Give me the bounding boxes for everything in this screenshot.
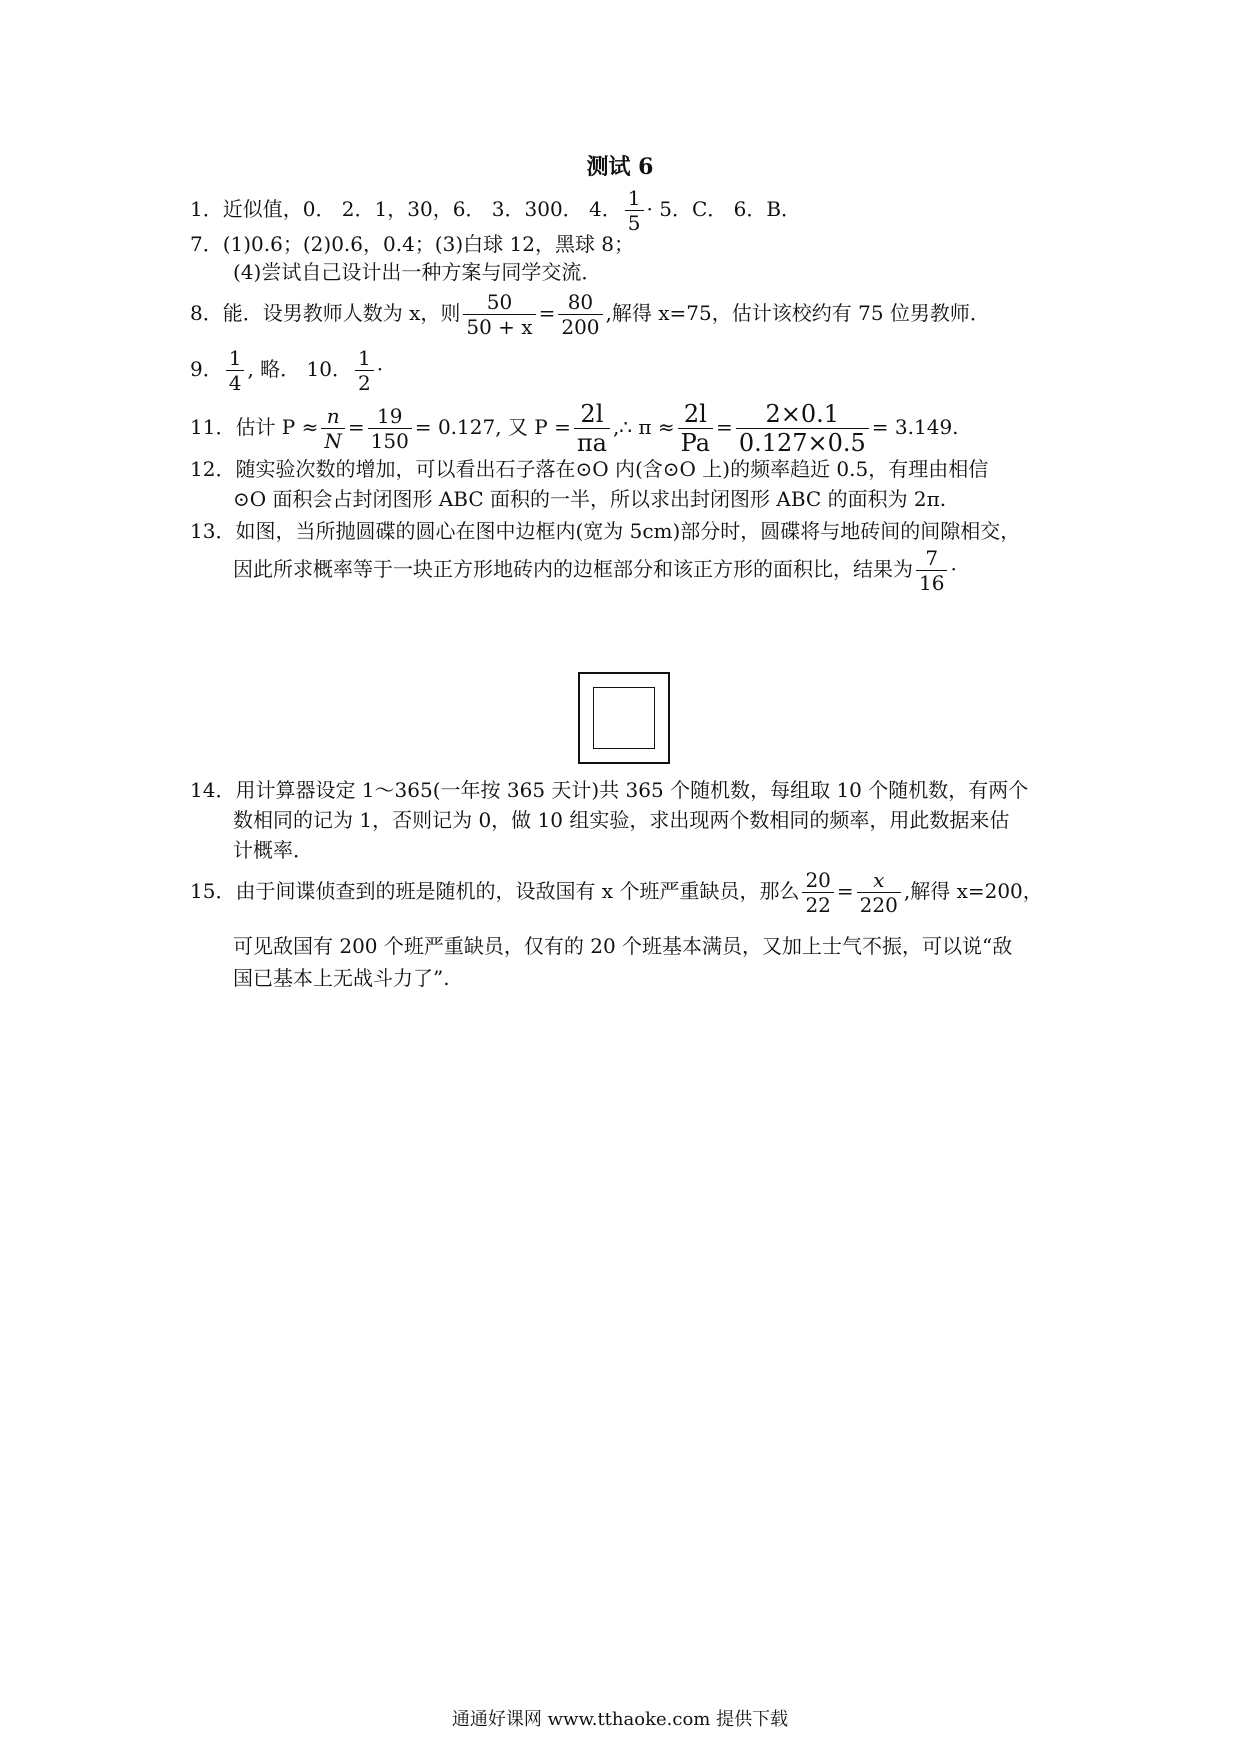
fraction-q4: $\frac{1}{5}$ [625, 186, 644, 235]
answer-15-line-1: 15．由于间谍侦查到的班是随机的，设敌国有 x 个班严重缺员，那么 $\frac{20}{22}$ = $\frac{x}{220}$ ,解得 x=200， [190, 868, 1043, 917]
answer-13-line-2: 因此所求概率等于一块正方形地砖内的边框部分和该正方形的面积比，结果为 $\frac{7}{16}$ · [233, 546, 957, 595]
answer-15-line-3: 国已基本上无战斗力了”. [233, 966, 450, 990]
answer-12-line-1: 12．随实验次数的增加，可以看出石子落在⊙O 内(含⊙O 上)的频率趋近 0.5，有理由相信 [190, 457, 989, 481]
answers-9-10: 9． $\frac{1}{4}$ , 略． 10． $\frac{1}{2}$ · [190, 346, 384, 395]
fraction-q10: $\frac{1}{2}$ [355, 346, 374, 395]
fraction-x-220: $\frac{x}{220}$ [857, 868, 901, 917]
fraction-q8-left: $\frac{50}{50 + x}$ [463, 290, 535, 339]
footer-source: 通通好课网 www.tthaoke.com 提供下载 [451, 1709, 789, 1730]
fraction-7-16: $\frac{7}{16}$ [916, 546, 947, 595]
page-title: 测试 6 [586, 154, 654, 180]
answer-7-line-2: (4)尝试自己设计出一种方案与同学交流． [233, 260, 602, 284]
answer-7-line-1: 7．(1)0.6；(2)0.6，0.4；(3)白球 12，黑球 8； [190, 232, 635, 256]
fraction-q8-right: $\frac{80}{200}$ [558, 290, 602, 339]
answers-1-6: 1．近似值，0． 2．1，30，6． 3．300． 4． $\frac{1}{5}$ · 5．C． 6．B． [190, 186, 802, 235]
fraction-2l-Pa: $\frac{2l}{Pa}$ [678, 400, 713, 457]
answer-14-line-3: 计概率． [233, 838, 313, 862]
answer-12-line-2: ⊙O 面积会占封闭图形 ABC 面积的一半，所以求出封闭图形 ABC 的面积为 2π. [233, 487, 947, 511]
fraction-2l-pia: $\frac{2l}{\pi a}$ [574, 400, 610, 457]
fraction-20-22: $\frac{20}{22}$ [802, 868, 833, 917]
answer-15-line-2: 可见敌国有 200 个班严重缺员，仅有的 20 个班基本满员，又加上士气不振，可以说“敌 [233, 934, 1013, 958]
tile-inner-square [593, 687, 655, 749]
answer-8: 8．能．设男教师人数为 x，则 $\frac{50}{50 + x}$ = $\frac{80}{200}$ ,解得 x=75，估计该校约有 75 位男教师． [190, 290, 990, 339]
fraction-q9: $\frac{1}{4}$ [226, 346, 245, 395]
answer-13-line-1: 13．如图，当所抛圆碟的圆心在图中边框内(宽为 5cm)部分时，圆碟将与地砖间的间隙相交， [190, 519, 1021, 543]
fraction-19-150: $\frac{19}{150}$ [368, 404, 412, 453]
fraction-computation: $\frac{2\times 0.1}{0.127\times 0.5}$ [736, 400, 869, 457]
fraction-n-over-N: $\frac{n}{N}$ [321, 404, 345, 453]
tile-border-diagram [578, 672, 670, 764]
answer-14-line-1: 14．用计算器设定 1～365(一年按 365 天计)共 365 个随机数，每组取 10 个随机数，有两个 [190, 778, 1029, 802]
answer-14-line-2: 数相同的记为 1，否则记为 0，做 10 组实验，求出现两个数相同的频率，用此数据来估 [233, 808, 1010, 832]
answer-11: 11．估计 P ≈ $\frac{n}{N}$ = $\frac{19}{150}$ = 0.127, 又 P = $\frac{2l}{\pi a}$ ,∴ π ≈ $\frac{2l}{Pa}$ = $\frac{2\times 0.1}{0.127\times 0.5}$ = 3.149. [190, 400, 959, 457]
